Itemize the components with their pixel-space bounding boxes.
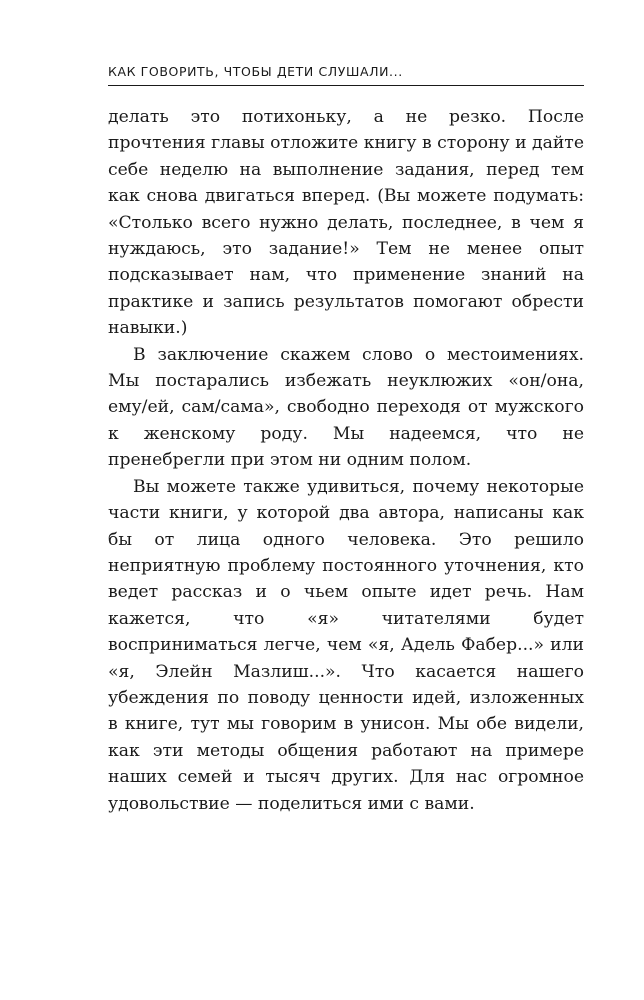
paragraph-continued: делать это потихоньку, а не резко. После прочтения главы отложите книгу в сторону и дайте себе неделю на выполнение задания, перед тем как снова двигаться вперед. (Вы можете подумать: «Столько всего нужно делать, последнее, в чем я нуждаюсь, это задание!» Тем не менее опыт подсказывает нам, что применение знаний на практике и запись результатов помогают обрести навыки.): [108, 107, 584, 339]
paragraph-pronouns: В заключение скажем слово о местоимениях. Мы постарались избежать неуклюжих «он/она, ему/ей, сам/сама», свободно переходя от мужского к женскому роду. Мы надеемся, что не пренебрегли при этом ни одним полом.: [108, 344, 584, 471]
body-text: [108, 104, 584, 817]
header-rule: [108, 85, 584, 86]
running-header: КАК ГОВОРИТЬ, ЧТОБЫ ДЕТИ СЛУШАЛИ...: [108, 64, 403, 79]
paragraph-authors: Вы можете также удивиться, почему некоторые части книги, у которой два автора, написаны как бы от лица одного человека. Это решило неприятную проблему постоянного уточнения, кто ведет рассказ и о чьем опыте идет речь. Нам кажется, что «я» читателями будет восприниматься легче, чем «я, Адель Фабер...» или «я, Элейн Мазлиш...». Что касается нашего убеждения по поводу ценности идей, изложенных в книге, тут мы говорим в унисон. Мы обе видели, как эти методы общения работают на примере наших семей и тысяч других. Для нас огромное удовольствие — поделиться ими с вами.: [108, 476, 584, 814]
